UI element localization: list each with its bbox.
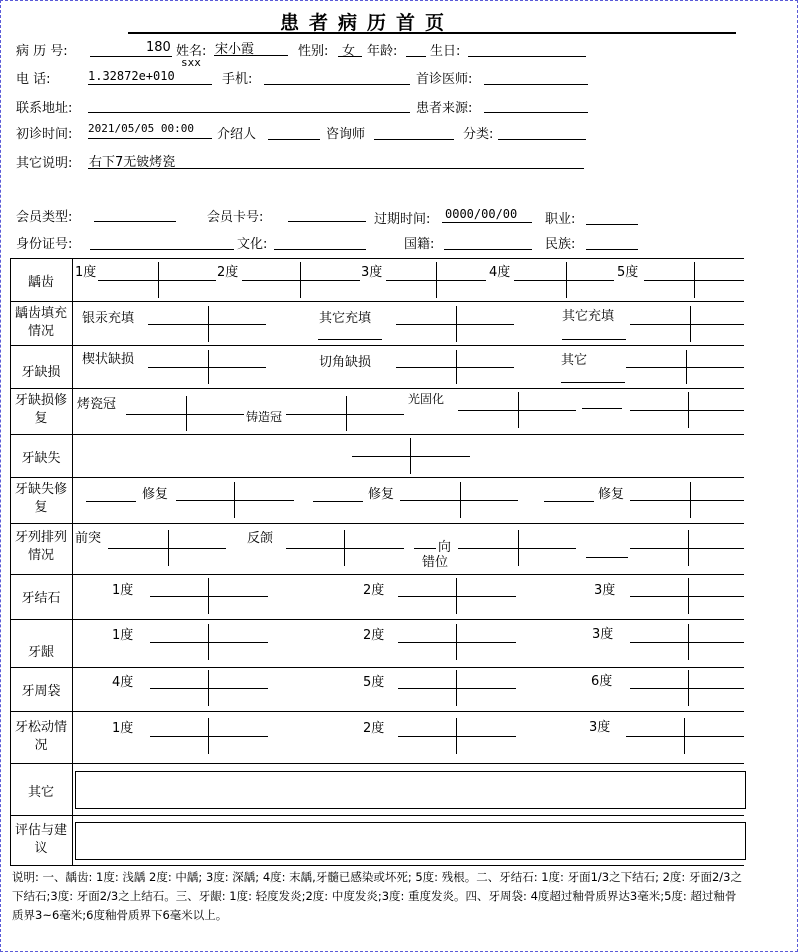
tooth-cross-h [150, 688, 268, 689]
tooth-cross-v [208, 578, 209, 614]
tooth-cross-h [630, 500, 744, 501]
tooth-cross-h [400, 500, 518, 501]
tooth-cross-h [286, 414, 404, 415]
tooth-cross-v [456, 578, 457, 614]
filling-other-1: 其它充填 [319, 311, 372, 326]
tooth-cross-h [398, 596, 516, 597]
tooth-cross-h [352, 456, 470, 457]
tooth-cross-h [630, 688, 744, 689]
tooth-cross-h [626, 367, 744, 368]
pocket-deg-4: 4度 [112, 675, 134, 690]
al-dir: 向 [438, 540, 452, 555]
phone-label: 电 话: [16, 72, 51, 87]
tooth-cross-h [286, 548, 404, 549]
tooth-cross-h [626, 736, 744, 737]
tooth-cross-h [630, 410, 744, 411]
tooth-cross-h [398, 736, 516, 737]
tooth-cross-v [518, 392, 519, 428]
tooth-cross-v [688, 392, 689, 428]
member-type-field[interactable] [94, 221, 176, 222]
calc-deg-2: 2度 [363, 583, 385, 598]
tooth-cross-h [126, 414, 244, 415]
al-dir-field[interactable] [414, 548, 436, 549]
tooth-cross-h [398, 642, 516, 643]
row-loose: 牙松动情 况 [14, 720, 81, 753]
nation-label: 国籍: [404, 237, 435, 252]
tooth-cross-v [456, 350, 457, 384]
category-label: 分类: [463, 127, 494, 142]
id-label: 身份证号: [16, 237, 73, 252]
tooth-cross-h [396, 367, 514, 368]
row-missing: 牙缺失 [21, 451, 61, 466]
consultant-label: 咨询师 [326, 127, 366, 142]
row-eval: 评估与建议 [14, 823, 67, 856]
gender-label: 性别: [298, 44, 329, 59]
row-calculus: 牙结石 [21, 591, 61, 606]
tooth-cross-h [398, 688, 516, 689]
name-value[interactable]: 宋小霞 [215, 42, 255, 57]
gum-deg-3: 3度 [592, 627, 614, 642]
tooth-cross-h [148, 367, 266, 368]
expire-value[interactable]: 0000/00/00 [445, 207, 518, 221]
filling-other-2-field[interactable] [562, 339, 626, 340]
defect-other: 其它 [561, 353, 588, 368]
filling-silver: 银汞充填 [82, 311, 135, 326]
tooth-cross-v [684, 718, 685, 754]
culture-field[interactable] [274, 249, 366, 250]
tooth-cross-h [630, 548, 744, 549]
caries-deg-1: 1度 [75, 265, 97, 280]
age-field[interactable] [406, 56, 426, 57]
source-label: 患者来源: [416, 101, 473, 116]
tooth-cross-v [688, 624, 689, 660]
page-title: 患者病历首页 [280, 12, 455, 34]
mr-field-1[interactable] [86, 501, 136, 502]
tooth-cross-v [234, 482, 235, 518]
first-doctor-label: 首诊医师: [416, 72, 473, 87]
pocket-deg-5: 5度 [363, 675, 385, 690]
culture-label: 文化: [237, 237, 268, 252]
al-mis: 错位 [422, 555, 449, 570]
tooth-cross-v [208, 670, 209, 706]
tooth-cross-v [300, 262, 301, 298]
id-field[interactable] [90, 249, 234, 250]
other-note-label: 其它说明: [16, 156, 73, 171]
row-alignment: 牙列排列情况 [14, 530, 67, 563]
first-visit-label: 初诊时间: [16, 127, 73, 142]
caries-deg-4: 4度 [489, 265, 511, 280]
tooth-cross-v [346, 396, 347, 431]
repair-light: 光固化 [408, 392, 445, 406]
mobile-label: 手机: [222, 72, 253, 87]
tooth-cross-v [690, 306, 691, 342]
tooth-cross-v [208, 350, 209, 384]
tooth-cross-v [690, 482, 691, 518]
tooth-cross-v [208, 306, 209, 342]
tooth-cross-h [630, 642, 744, 643]
gum-deg-2: 2度 [363, 628, 385, 643]
calc-deg-1: 1度 [112, 583, 134, 598]
tooth-cross-v [208, 718, 209, 754]
first-doctor-field[interactable] [484, 84, 588, 85]
tooth-cross-v [460, 482, 461, 518]
loose-deg-2: 2度 [363, 721, 385, 736]
address-field[interactable] [88, 112, 410, 113]
caries-deg-3: 3度 [361, 265, 383, 280]
tooth-cross-h [242, 280, 360, 281]
first-visit-value[interactable]: 2021/05/05 00:00 [88, 122, 194, 135]
repair-extra-field[interactable] [582, 408, 622, 409]
loose-deg-1: 1度 [112, 721, 134, 736]
row-other: 其它 [27, 785, 54, 800]
mr-repair-1: 修复 [142, 487, 169, 502]
title-underline [128, 32, 736, 34]
tooth-cross-v [208, 624, 209, 660]
tooth-cross-h [150, 736, 268, 737]
filling-other-2: 其它充填 [562, 309, 615, 324]
category-field[interactable] [498, 139, 586, 140]
defect-other-field[interactable] [561, 382, 625, 383]
al-front: 前突 [75, 531, 102, 546]
tooth-cross-v [186, 396, 187, 431]
mr-field-3[interactable] [544, 501, 594, 502]
mr-repair-2: 修复 [368, 487, 395, 502]
member-type-label: 会员类型: [16, 210, 73, 225]
repair-porcelain: 烤瓷冠 [77, 397, 117, 412]
name-label: 姓名: [176, 44, 207, 59]
tooth-cross-h [98, 280, 216, 281]
phone-value[interactable]: 1.32872e+010 [88, 69, 175, 83]
record-no-value[interactable]: 180 [146, 40, 171, 55]
tooth-cross-v [456, 718, 457, 754]
tooth-cross-v [158, 262, 159, 298]
address-label: 联系地址: [16, 101, 73, 116]
birthday-label: 生日: [430, 44, 461, 59]
loose-deg-3: 3度 [589, 720, 611, 735]
age-label: 年龄: [367, 44, 398, 59]
tooth-cross-h [108, 548, 226, 549]
tooth-cross-h [458, 548, 576, 549]
tooth-cross-v [518, 530, 519, 566]
expire-label: 过期时间: [374, 212, 431, 227]
ethnic-field[interactable] [586, 249, 638, 250]
other-note-value[interactable]: 右下7无铍烤瓷 [89, 155, 176, 170]
row-caries: 龋齿 [27, 275, 54, 290]
tooth-cross-h [630, 596, 744, 597]
tooth-cross-v [456, 306, 457, 342]
referrer-field[interactable] [268, 139, 320, 140]
tooth-cross-v [688, 578, 689, 614]
caries-deg-5: 5度 [617, 265, 639, 280]
gender-value[interactable]: 女 [342, 44, 356, 59]
tooth-cross-v [168, 530, 169, 566]
card-no-label: 会员卡号: [207, 210, 264, 225]
tooth-cross-h [148, 324, 266, 325]
tooth-cross-v [694, 262, 695, 298]
tooth-cross-v [566, 262, 567, 298]
tooth-cross-h [514, 280, 614, 281]
name-code: sxx [181, 56, 201, 69]
tooth-cross-h [396, 324, 514, 325]
tooth-cross-h [630, 324, 744, 325]
tooth-cross-v [688, 670, 689, 706]
row-repair: 牙缺损修 复 [14, 393, 81, 426]
record-no-label: 病 历 号: [16, 44, 68, 59]
tooth-cross-v [436, 262, 437, 298]
mobile-field[interactable] [264, 84, 410, 85]
al-reverse: 反颌 [247, 531, 274, 546]
repair-cast: 铸造冠 [246, 410, 283, 424]
row-missing-repair: 牙缺失修 复 [14, 482, 81, 515]
tooth-cross-v [686, 350, 687, 384]
tooth-cross-h [176, 500, 294, 501]
row-gum: 牙龈 [27, 645, 54, 660]
al-extra-field[interactable] [586, 557, 628, 558]
tooth-cross-v [456, 670, 457, 706]
gum-deg-1: 1度 [112, 628, 134, 643]
tooth-cross-h [150, 642, 268, 643]
footnote: 说明: 一、龋齿: 1度: 浅龋 2度: 中龋; 3度: 深龋; 4度: 末龋,牙髓已感染或坏死; 5度: 残根。二、牙结石: 1度: 牙面1/3之下结石; 2度: 牙面2/3之下结石;3度: 牙面2/3之上结石。三、牙龈: 1度: 轻度发炎;2度: 中度发炎;3度: 重度发炎。四、牙周袋: 4度超过釉骨质界达3毫米;5度: 超过釉骨质界3~6毫米;6度釉骨质界下6毫米以上。 [12, 870, 742, 922]
mr-repair-3: 修复 [598, 487, 625, 502]
row-pocket: 牙周袋 [21, 684, 61, 699]
tooth-cross-h [150, 596, 268, 597]
job-field[interactable] [586, 224, 638, 225]
calc-deg-3: 3度 [594, 583, 616, 598]
tooth-cross-v [410, 438, 411, 474]
tooth-cross-v [456, 624, 457, 660]
caries-deg-2: 2度 [217, 265, 239, 280]
tooth-cross-v [688, 530, 689, 566]
mr-field-2[interactable] [313, 501, 363, 502]
consultant-field[interactable] [374, 139, 454, 140]
source-field[interactable] [484, 112, 588, 113]
filling-other-1-field[interactable] [318, 339, 382, 340]
ethnic-label: 民族: [545, 237, 576, 252]
nation-field[interactable] [444, 249, 532, 250]
row-defect: 牙缺损 [21, 365, 61, 380]
job-label: 职业: [545, 212, 576, 227]
referrer-label: 介绍人 [217, 127, 257, 142]
defect-wedge: 楔状缺损 [82, 352, 135, 367]
card-no-field[interactable] [288, 221, 366, 222]
eval-input-box[interactable] [75, 822, 746, 860]
tooth-cross-v [344, 530, 345, 566]
defect-angle: 切角缺损 [319, 355, 372, 370]
pocket-deg-6: 6度 [591, 674, 613, 689]
row-filling: 龋齿填充情况 [14, 306, 67, 339]
other-input-box[interactable] [75, 771, 746, 809]
birthday-field[interactable] [468, 56, 586, 57]
tooth-cross-h [458, 410, 576, 411]
